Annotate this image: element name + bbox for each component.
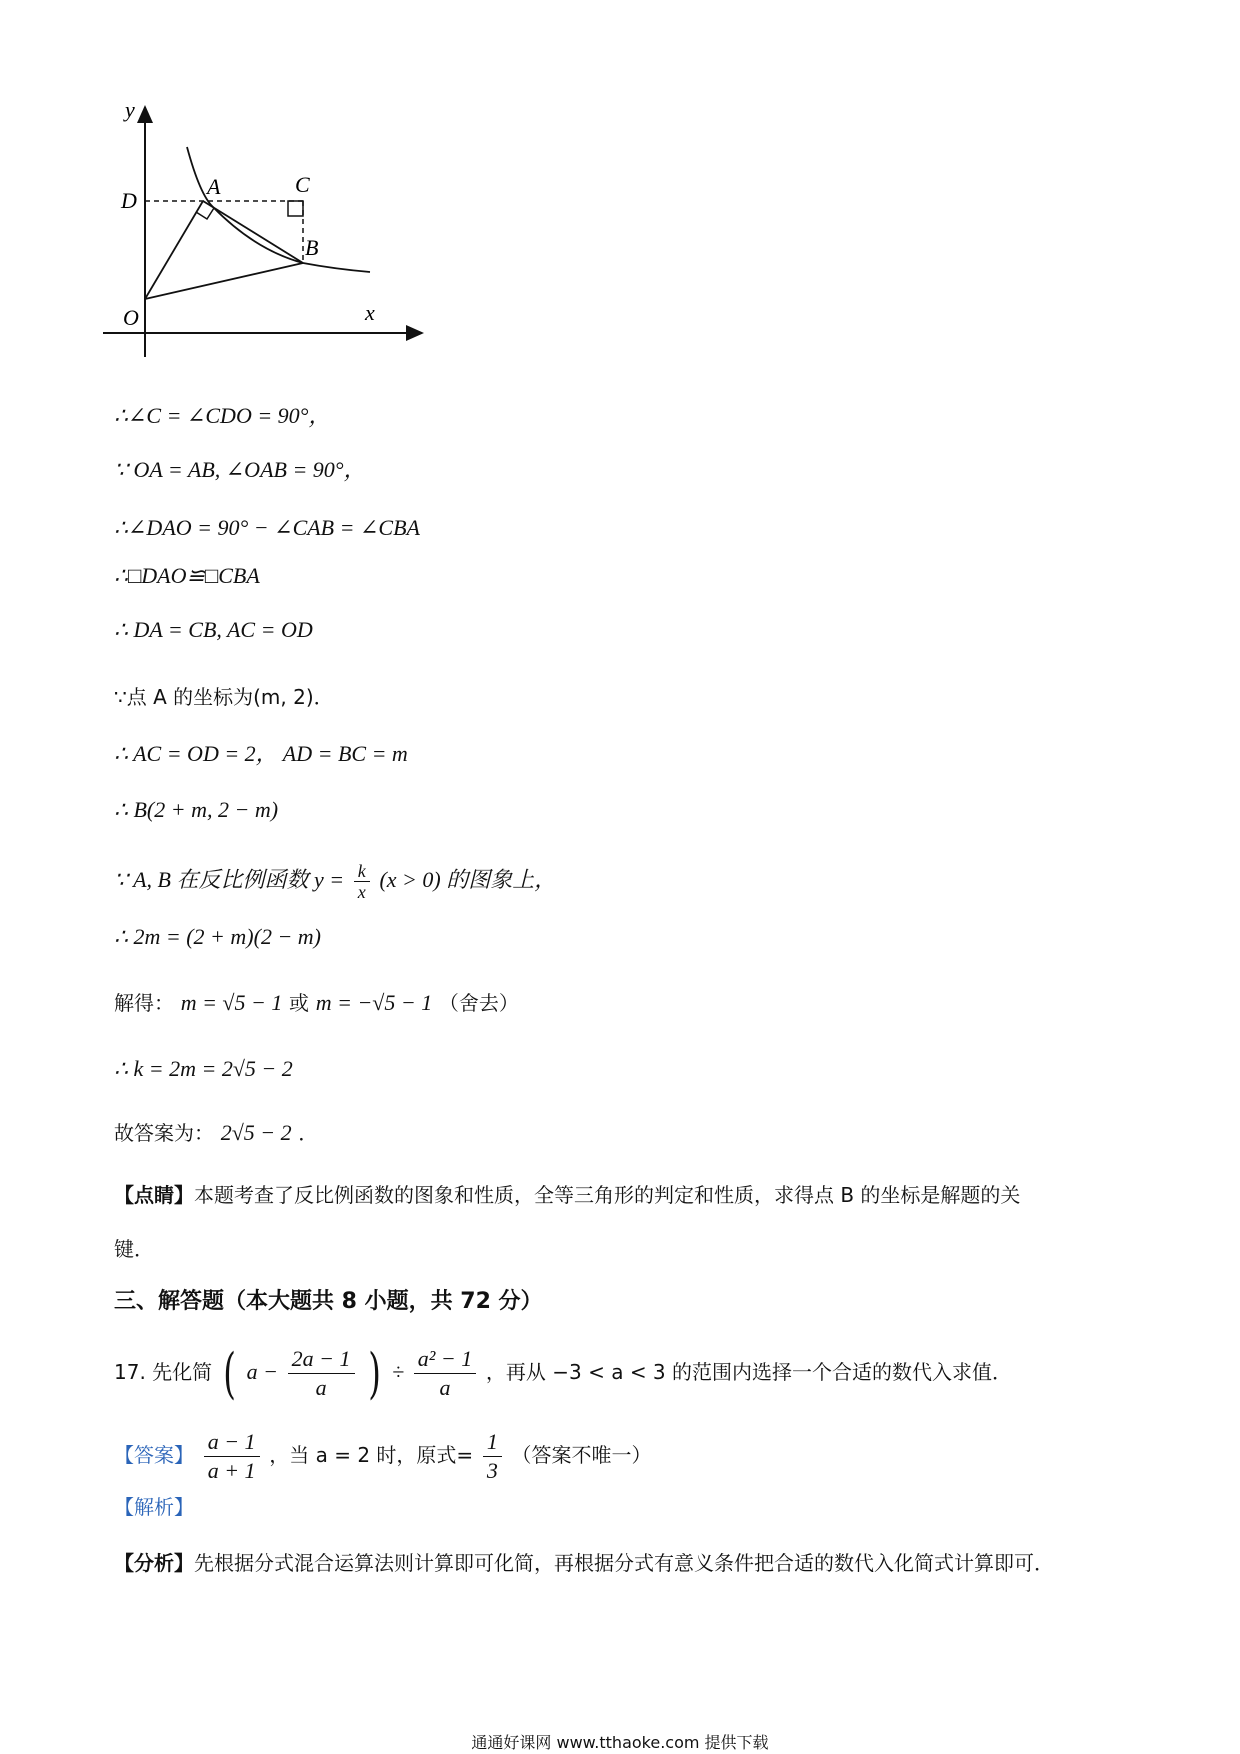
solve-line — [114, 988, 519, 1018]
fraction-answer — [204, 1429, 260, 1485]
solve-label: 解得： — [114, 991, 174, 1015]
solve-eq2: m = −√5 − 1 — [315, 990, 433, 1015]
analysis-label: 【分析】 — [114, 1551, 194, 1575]
question-number: 17. 先化简 — [114, 1360, 213, 1384]
step-reciprocal — [114, 852, 556, 908]
comment-line-2: 键． — [114, 1237, 154, 1261]
reciprocal-suffix: (x > 0) 的图象上， — [379, 867, 557, 892]
segment-ob — [145, 263, 303, 299]
solve-or: 或 — [289, 991, 310, 1015]
answer-tag: 【答案】 — [114, 1443, 194, 1467]
fraction-denominator: a + 1 — [207, 1457, 256, 1483]
label-d: D — [121, 188, 137, 213]
question-rest: ，再从 −3 < a < 3 的范围内选择一个合适的数代入求值． — [485, 1360, 1013, 1384]
fraction-numerator: a − 1 — [204, 1429, 260, 1457]
fraction-2a-minus-1-over-a — [288, 1346, 355, 1402]
fraction-numerator: 2a − 1 — [288, 1346, 355, 1374]
answer-mid: ，当 a = 2 时，原式= — [269, 1443, 474, 1467]
solve-note: （舍去） — [438, 991, 519, 1015]
answer-17 — [114, 1422, 652, 1488]
section-heading: 三、解答题（本大题共 8 小题，共 72 分） — [114, 1289, 543, 1314]
fraction-k-over-x — [354, 862, 370, 902]
analysis-text: 先根据分式混合运算法则计算即可化简，再根据分式有意义条件把合适的数代入化简式计算即可． — [194, 1551, 1054, 1575]
step-4: ∴□DAO≌□CBA — [114, 563, 260, 588]
step-10: ∴ k = 2m = 2√5 − 2 — [114, 1056, 293, 1081]
step-9: ∴ 2m = (2 + m)(2 − m) — [114, 924, 322, 949]
analysis-tag: 【解析】 — [114, 1495, 194, 1519]
comment-line-1 — [114, 1180, 1020, 1210]
solve-eq1: m = √5 − 1 — [180, 990, 283, 1015]
page-footer: 通通好课网 www.tthaoke.com 提供下载 — [471, 1733, 769, 1752]
fraction-a2-minus-1-over-a — [414, 1346, 476, 1402]
fraction-numerator: k — [354, 862, 370, 882]
label-x: x — [365, 300, 375, 325]
fraction-denominator: a — [439, 1374, 451, 1400]
label-a: A — [207, 174, 221, 199]
divide-sign: ÷ — [391, 1359, 405, 1384]
step-3: ∴∠DAO = 90° − ∠CAB = ∠CBA — [114, 515, 420, 540]
coordinate-figure — [95, 95, 435, 375]
a-minus: a − — [246, 1359, 278, 1384]
fraction-numerator: 1 — [483, 1429, 502, 1457]
label-y: y — [125, 97, 135, 122]
reciprocal-prefix: ∵ A, B 在反比例函数 y = — [114, 867, 345, 892]
final-answer-label: 故答案为： — [114, 1121, 214, 1145]
fraction-numerator: a² − 1 — [414, 1346, 476, 1374]
label-o: O — [123, 305, 139, 330]
question-17 — [114, 1336, 1012, 1408]
fraction-denominator: a — [315, 1374, 327, 1400]
comment-text: 本题考查了反比例函数的图象和性质，全等三角形的判定和性质，求得点 B 的坐标是解题的关 — [194, 1183, 1021, 1207]
fraction-denominator: x — [357, 881, 366, 902]
step-1: ∴∠C = ∠CDO = 90°， — [114, 403, 331, 428]
fraction-value — [483, 1429, 502, 1485]
step-6: ∵点 A 的坐标为(m, 2)． — [114, 685, 334, 709]
answer-note: （答案不唯一） — [511, 1443, 652, 1467]
analysis-line — [114, 1548, 1054, 1578]
fraction-denominator: 3 — [486, 1457, 498, 1483]
right-angle-mark-c — [288, 201, 303, 216]
segment-oa — [145, 201, 203, 299]
label-c: C — [295, 172, 310, 197]
step-5: ∴ DA = CB, AC = OD — [114, 617, 313, 642]
final-answer-end: ． — [298, 1121, 319, 1145]
final-answer-value: 2√5 − 2 — [220, 1120, 292, 1145]
hyperbola-curve — [187, 147, 370, 272]
step-2: ∵ OA = AB, ∠OAB = 90°， — [114, 457, 366, 482]
final-answer-line — [114, 1118, 318, 1148]
right-paren: ) — [368, 1341, 382, 1405]
label-b: B — [305, 235, 319, 260]
comment-tag: 【点睛】 — [114, 1183, 194, 1207]
step-8: ∴ B(2 + m, 2 − m) — [114, 797, 279, 822]
step-7: ∴ AC = OD = 2， AD = BC = m — [114, 741, 408, 766]
left-paren: ( — [223, 1341, 236, 1405]
